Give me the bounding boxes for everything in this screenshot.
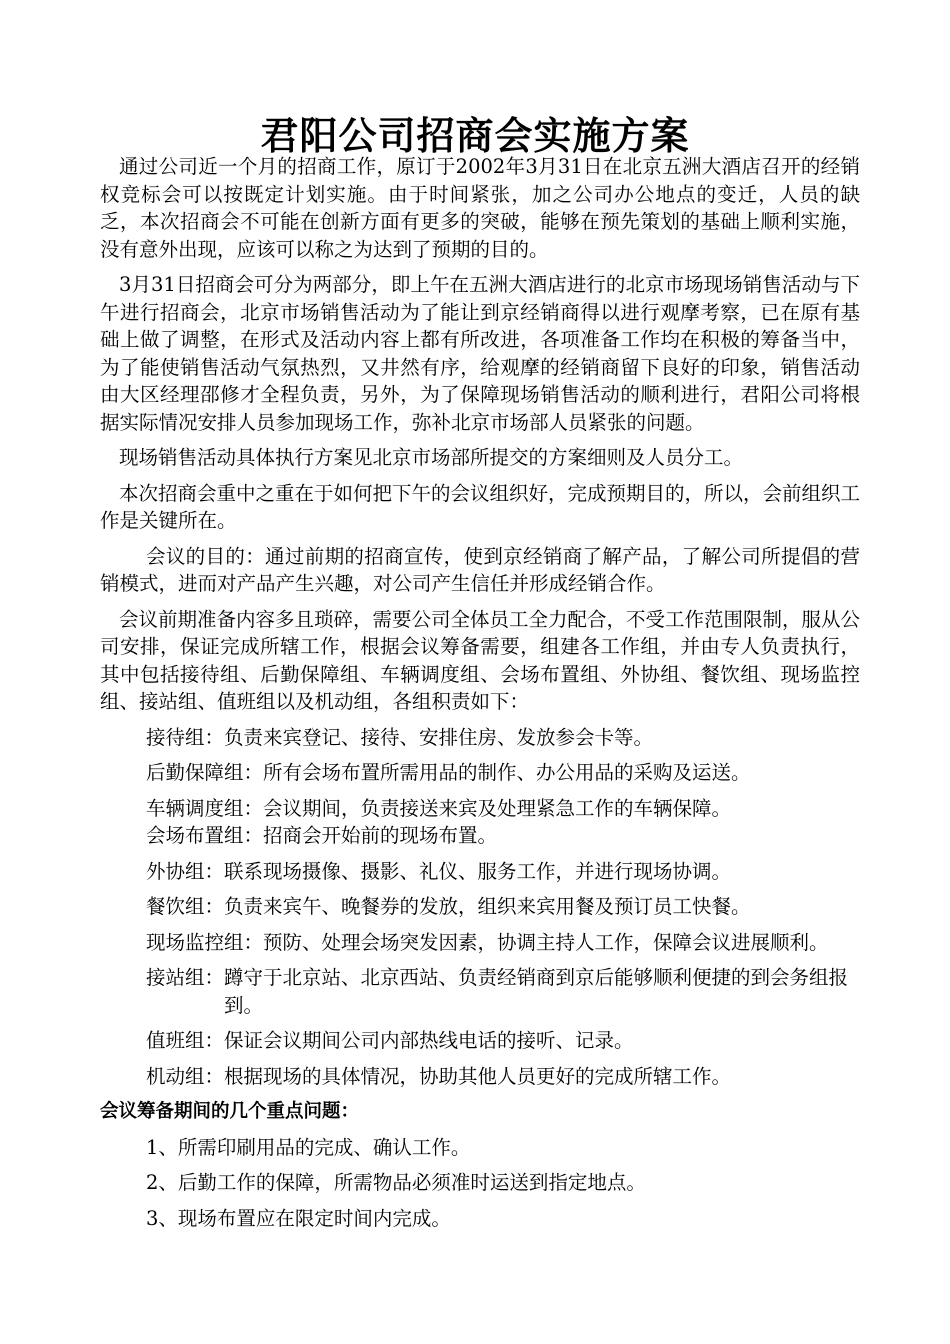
group-duty: 联系现场摄像、摄影、礼仪、服务工作，并进行现场协调。 (224, 859, 732, 883)
group-venue-setup (146, 822, 860, 850)
list-item: 3、现场布置应在限定时间内完成。 (146, 1206, 451, 1230)
group-duty: 所有会场布置所需用品的制作、办公用品的采购及运送。 (263, 761, 751, 784)
paragraph-preparation: 会议前期准备内容多且琐碎，需要公司全体员工全力配合，不受工作范围限制，服从公司安排，保证完成所辖工作，根据会议筹备需要，组建各工作组，并由专人负责执行，其中包括接待组、后勤保障组、车辆调度组、会场布置组、外协组、餐饮组、现场监控组、接站组、值班组以及机动组，各组积责如下： (100, 607, 861, 713)
paragraph-key-point: 本次招商会重中之重在于如何把下午的会议组织好，完成预期目的，所以，会前组织工作是关键所在。 (100, 481, 861, 532)
group-duty: 招商会开始前的现场布置。 (263, 824, 498, 847)
group-name: 接站组： (146, 966, 225, 989)
group-duty: 负责来宾登记、接待、安排住房、发放参会卡等。 (224, 725, 654, 749)
group-duty: 蹲守于北京站、北京西站、负责经销商到京后能够顺利便捷的到会务组报到。 (224, 966, 849, 1017)
paragraph-overview: 通过公司近一个月的招商工作，原订于2002年3月31日在北京五洲大酒店召开的经销权竞标会可以按既定计划实施。由于时间紧张，加之公司办公地点的变迁，人员的缺乏，本次招商会不可能在创新方面有更多的突破，能够在预先策划的基础上顺利实施，没有意外出现，应该可以称之为达到了预期的目的。 (100, 155, 860, 261)
list-item: 1、所需印刷用品的完成、确认工作。 (146, 1135, 471, 1159)
group-external-coordination (146, 858, 860, 886)
group-mobile (146, 1063, 860, 1091)
paragraph-sales-plan-reference: 现场销售活动具体执行方案见北京市场部所提交的方案细则及人员分工。 (119, 446, 744, 469)
paragraph-march-31-plan: 3月31日招商会可分为两部分，即上午在五洲大酒店进行的北京市场现场销售活动与下午进行招商会，北京市场销售活动为了能让到京经销商得以进行观摩考察，已在原有基础上做了调整，在形式及活动内容上都有所改进，各项准备工作均在积极的筹备当中，为了能使销售活动气氛热烈，又井然有序，给观摩的经销商留下良好的印象，销售活动由大区经理邵修才全程负责，另外，为了保障现场销售活动的顺利进行，君阳公司将根据实际情况安排人员参加现场工作，弥补北京市场部人员紧张的问题。 (100, 273, 860, 434)
list-item: 2、后勤工作的保障，所需物品必须准时运送到指定地点。 (146, 1171, 646, 1194)
group-on-duty (146, 1027, 860, 1055)
group-duty: 负责来宾午、晚餐券的发放，组织来宾用餐及预订员工快餐。 (224, 895, 751, 918)
group-name: 接待组： (146, 725, 225, 749)
group-name: 车辆调度组： (146, 796, 264, 820)
group-catering (146, 893, 860, 921)
group-duty: 预防、处理会场突发因素，协调主持人工作，保障会议进展顺利。 (263, 930, 829, 954)
document-title: 君阳公司招商会实施方案 (260, 113, 690, 158)
group-name: 餐饮组： (146, 895, 225, 918)
group-name: 会场布置组： (146, 824, 264, 847)
group-onsite-monitoring (146, 929, 860, 957)
group-name: 值班组： (146, 1029, 225, 1052)
group-logistics (146, 759, 860, 787)
group-name: 外协组： (146, 859, 225, 883)
group-vehicle-dispatch (146, 795, 860, 823)
group-name: 机动组： (146, 1064, 225, 1088)
section-heading: 会议筹备期间的几个重点问题： (100, 1101, 360, 1122)
group-duty: 根据现场的具体情况，协助其他人员更好的完成所辖工作。 (224, 1064, 732, 1088)
group-duty: 会议期间，负责接送来宾及处理紧急工作的车辆保障。 (263, 796, 732, 820)
group-station-pickup (146, 964, 860, 1019)
group-reception (146, 724, 860, 752)
paragraph-meeting-purpose: 会议的目的：通过前期的招商宣传，使到京经销商了解产品，了解公司所提倡的营销模式，进而对产品产生兴趣，对公司产生信任并形成经销合作。 (100, 544, 860, 595)
group-name: 现场监控组： (146, 930, 264, 954)
group-duty: 保证会议期间公司内部热线电话的接听、记录。 (224, 1029, 634, 1052)
group-name: 后勤保障组： (146, 761, 264, 784)
document-body (100, 153, 860, 1240)
